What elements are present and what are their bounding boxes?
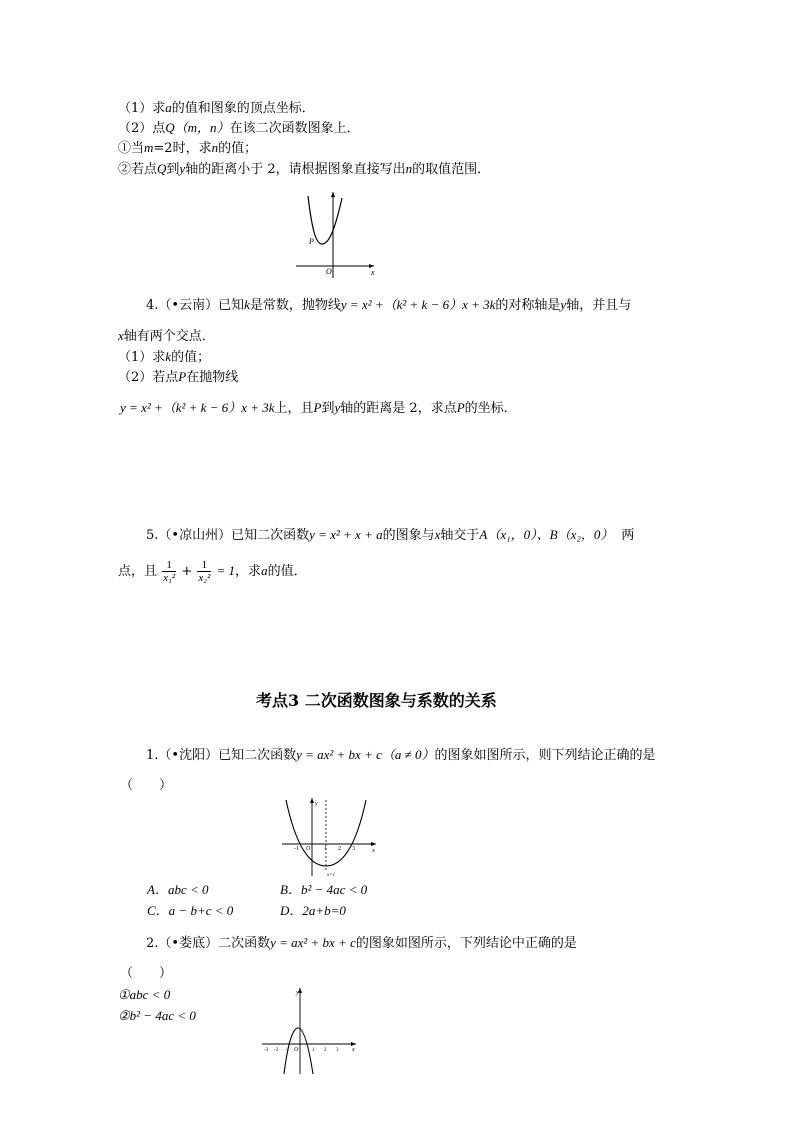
- label-O: O: [294, 1047, 299, 1053]
- x-axis-arrow: [371, 842, 376, 846]
- label-3: 3: [352, 846, 355, 852]
- label-O: O: [306, 846, 311, 852]
- label-2: 2: [338, 846, 341, 852]
- label-y: y: [315, 801, 318, 807]
- s1-option-b[interactable]: B．b² − 4ac < 0: [280, 882, 368, 897]
- s2-paren: （ ）: [120, 966, 173, 981]
- q5-line1: 5.（•凉山州）已知二次函数y = x² + x + a的图象与x轴交于A（x₁，0）、B（x₂，0） 两: [146, 527, 635, 543]
- tick-3: 3: [336, 1048, 339, 1053]
- figure-parabola-p: [292, 190, 382, 280]
- label-x: x: [372, 848, 375, 854]
- q4-sub2-line2: y = x² +（k² + k − 6）x + 3k上，且P到y轴的距离是 2，求点P的坐标．: [120, 400, 517, 416]
- label-x: x: [371, 268, 375, 277]
- tick-2: 2: [324, 1048, 327, 1053]
- sub-question-2: （2）点Q（m，n）在该二次函数图象上．: [118, 120, 360, 136]
- var-a: a: [165, 100, 172, 115]
- q4-equation: y = x² +（k² + k − 6）x + 3k: [340, 297, 496, 312]
- s1-line1: 1.（•沈阳）已知二次函数y = ax² + bx + c（a ≠ 0）的图象如图所示，则下列结论正确的是: [146, 747, 656, 763]
- q4-line1: 4.（•云南）已知k是常数，抛物线y = x² +（k² + k − 6）x + 3k的对称轴是y轴，并且与: [146, 297, 632, 313]
- section-title: 考点3 二次函数图象与系数的关系: [256, 691, 497, 710]
- s1-option-a[interactable]: A．abc < 0: [147, 882, 209, 897]
- label-P: P: [309, 237, 314, 246]
- s2-item-1: ①abc < 0: [118, 987, 171, 1002]
- fraction-1: $\frac{1}{\text{x₁²}}$: [163, 559, 176, 584]
- q4-line2: x轴有两个交点．: [118, 328, 215, 344]
- tick-neg2: -2: [274, 1048, 279, 1053]
- q5-line2: 点，且 $\frac{1}{\text{x₁²}}$ + $\frac{1}{\text{x₂²}}$ = 1，求a的值．: [118, 559, 307, 584]
- s2-item-2: ②b² − 4ac < 0: [118, 1008, 196, 1023]
- label-axis: x=1: [327, 873, 336, 878]
- y-axis-arrow: [331, 192, 335, 197]
- q4-sub1: （1）求k的值；: [118, 349, 211, 365]
- label-1: 1: [324, 846, 327, 852]
- y-axis-arrow: [310, 798, 314, 803]
- s1-paren: （ ）: [120, 778, 173, 793]
- tick-1: 1: [312, 1048, 315, 1053]
- label-O: O: [326, 267, 332, 276]
- sub-question-1: （1）求a的值和图象的顶点坐标．: [118, 100, 315, 116]
- fraction-2: $\frac{1}{\text{x₂²}}$: [198, 559, 211, 584]
- s1-option-c[interactable]: C．a − b+c < 0: [147, 903, 234, 918]
- s1-option-d[interactable]: D．2a+b=0: [280, 903, 346, 918]
- figure-parabola-s2: [260, 986, 360, 1076]
- tick-neg3: -3: [264, 1048, 269, 1053]
- s2-line1: 2.（•娄底）二次函数y = ax² + bx + c的图象如图所示，下列结论中正确的是: [146, 935, 577, 951]
- case-2: ②若点Q到y轴的距离小于 2，请根据图象直接写出n的取值范围．: [118, 161, 491, 177]
- label-neg1: -1: [294, 846, 299, 852]
- figure-parabola-s1: [280, 796, 380, 878]
- x-axis-arrow: [351, 1042, 356, 1046]
- label-x: x: [352, 1047, 355, 1053]
- label-y: y: [296, 990, 299, 996]
- tick-neg1: -1: [285, 1048, 290, 1053]
- case-1: ①当m=2时，求n的值；: [118, 140, 258, 156]
- q4-sub2: （2）若点P在抛物线: [118, 369, 239, 385]
